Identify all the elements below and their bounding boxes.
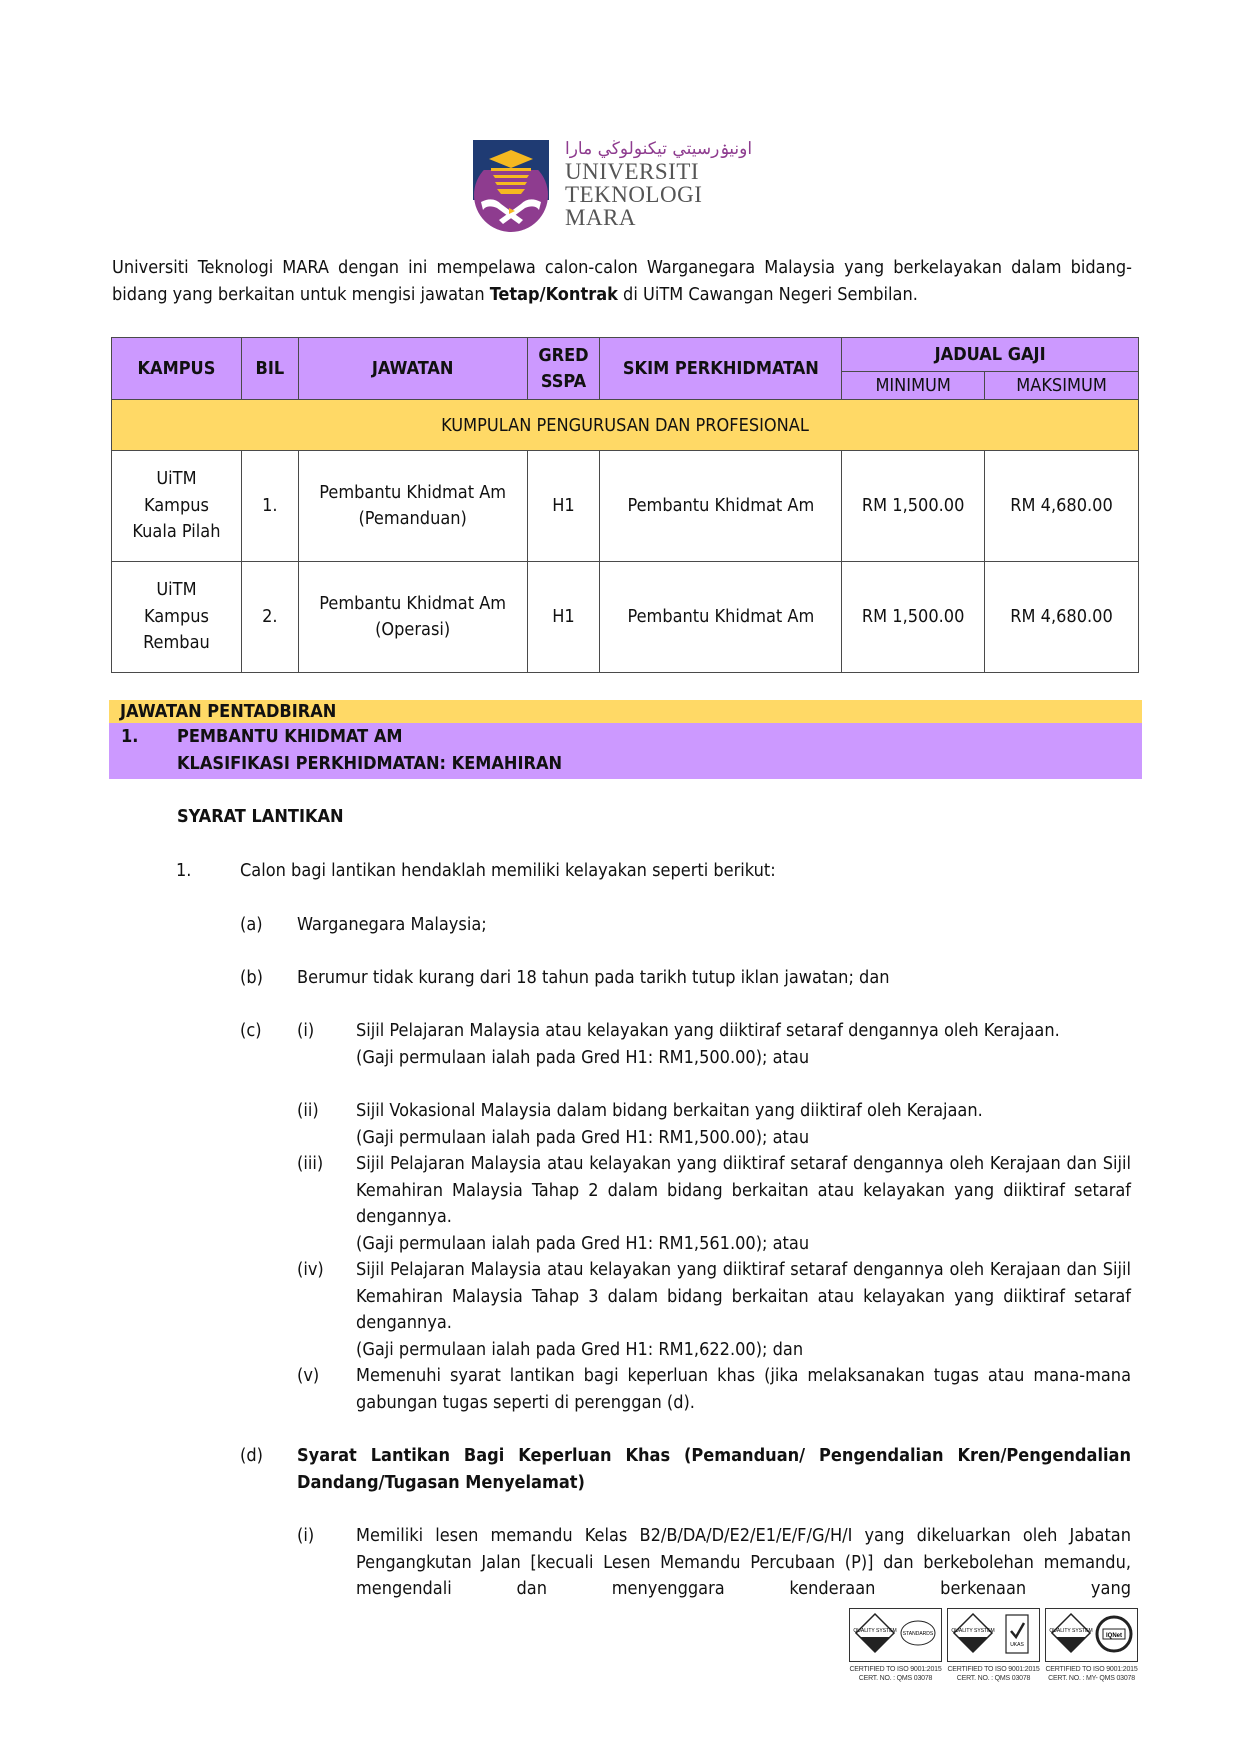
cell-skim: Pembantu Khidmat Am <box>600 451 842 562</box>
ukas-icon <box>948 1609 1039 1661</box>
cert-line2: CERT. NO. : QMS 03078 <box>956 1675 1031 1682</box>
badge1-text: QUALITY SYSTEM <box>951 1628 995 1634</box>
req-d-i-label: (i) <box>297 1525 315 1546</box>
cell-gred: H1 <box>527 451 600 562</box>
iqnet-icon <box>1046 1609 1137 1661</box>
table-row <box>112 562 1139 673</box>
req-c-v-label: (v) <box>297 1365 320 1386</box>
cell-maksimum: RM 4,680.00 <box>985 451 1139 562</box>
jawatan-line: (Operasi) <box>375 619 451 640</box>
name-line-1: UNIVERSITI <box>565 159 700 184</box>
jawatan-line: Pembantu Khidmat Am <box>319 592 507 614</box>
cert-line2: CERT. NO. : QMS 03078 <box>858 1675 933 1682</box>
name-line-2: TEKNOLOGI <box>565 182 703 207</box>
item-salary: (Gaji permulaan ialah pada Gred H1: RM1,500.00); atau <box>356 1126 810 1148</box>
header-minimum: MINIMUM <box>842 372 985 400</box>
req-c-label: (c) <box>240 1020 262 1041</box>
req-intro: Calon bagi lantikan hendaklah memiliki kelayakan seperti berikut: <box>240 860 776 881</box>
table-row <box>112 451 1139 562</box>
intro-bold: Tetap/Kontrak <box>489 283 618 305</box>
item-salary: (Gaji permulaan ialah pada Gred H1: RM1,500.00); atau <box>356 1046 810 1068</box>
university-name <box>565 160 702 229</box>
name-line-3: MARA <box>565 205 637 230</box>
header-maksimum: MAKSIMUM <box>985 372 1139 400</box>
req-c-i-text <box>356 1018 1131 1071</box>
kampus-line: UiTM <box>156 468 197 490</box>
req-c-ii-text <box>356 1098 1131 1151</box>
cert-line1: CERTIFIED TO ISO 9001:2015 <box>849 1666 942 1673</box>
cert-caption <box>1045 1665 1138 1683</box>
jawi-name: اونيۏرسيتي تيكنولوڬي مارا <box>565 139 753 159</box>
cert-line1: CERTIFIED TO ISO 9001:2015 <box>947 1666 1040 1673</box>
cell-maksimum: RM 4,680.00 <box>985 562 1139 673</box>
jawatan-line: Pembantu Khidmat Am <box>319 481 507 503</box>
iso-certifications <box>849 1608 1141 1698</box>
header-jadual-gaji: JADUAL GAJI <box>842 338 1139 372</box>
item-text: Sijil Pelajaran Malaysia atau kelayakan yang diiktiraf setaraf dengannya oleh Kerajaan. <box>356 1020 1060 1041</box>
header-bil: BIL <box>241 338 298 400</box>
cert-caption <box>849 1665 942 1683</box>
uitm-logo <box>473 138 753 234</box>
kampus-line: Kuala Pilah <box>132 521 221 543</box>
cell-skim: Pembantu Khidmat Am <box>600 562 842 673</box>
kampus-line: Kampus <box>143 494 209 516</box>
header-gred-line2: SSPA <box>540 370 587 392</box>
position-salary-table <box>111 337 1139 673</box>
quality-system-icon <box>850 1609 941 1661</box>
header-jawatan: JAWATAN <box>298 338 527 400</box>
req-a-text: Warganegara Malaysia; <box>297 914 487 935</box>
badge1-text: QUALITY SYSTEM <box>853 1628 897 1634</box>
intro-paragraph <box>112 255 1132 308</box>
group-label: KUMPULAN PENGURUSAN DAN PROFESIONAL <box>112 400 1139 451</box>
cell-minimum: RM 1,500.00 <box>842 451 985 562</box>
item-salary: (Gaji permulaan ialah pada Gred H1: RM1,561.00); atau <box>356 1232 810 1254</box>
req-b-text: Berumur tidak kurang dari 18 tahun pada tarikh tutup iklan jawatan; dan <box>297 967 890 988</box>
cert-caption <box>947 1665 1040 1683</box>
req-b-label: (b) <box>240 967 263 988</box>
kampus-line: Rembau <box>143 632 210 654</box>
req-number: 1. <box>176 860 192 881</box>
certification-badge <box>1045 1608 1138 1683</box>
req-c-ii-label: (ii) <box>297 1100 319 1121</box>
req-c-iii-text <box>356 1151 1131 1257</box>
req-d-label: (d) <box>240 1445 263 1466</box>
badge2-text: STANDARDS <box>902 1631 934 1637</box>
kampus-line: Kampus <box>143 605 209 627</box>
req-c-i-label: (i) <box>297 1020 315 1041</box>
cell-jawatan <box>298 451 527 562</box>
cell-bil: 2. <box>241 562 298 673</box>
kampus-line: UiTM <box>156 579 197 601</box>
service-classification: KLASIFIKASI PERKHIDMATAN: KEMAHIRAN <box>177 753 563 774</box>
cell-bil: 1. <box>241 451 298 562</box>
category-label: JAWATAN PENTADBIRAN <box>120 701 337 722</box>
cell-minimum: RM 1,500.00 <box>842 562 985 673</box>
req-c-iv-text <box>356 1257 1131 1363</box>
cert-line1: CERTIFIED TO ISO 9001:2015 <box>1045 1666 1138 1673</box>
certification-badge <box>849 1608 942 1683</box>
jawatan-line: (Pemanduan) <box>358 508 467 529</box>
cell-jawatan <box>298 562 527 673</box>
position-title: PEMBANTU KHIDMAT AM <box>177 726 403 747</box>
req-c-iii-label: (iii) <box>297 1153 324 1174</box>
req-d-title: Syarat Lantikan Bagi Keperluan Khas (Pemanduan/ Pengendalian Kren/Pengendalian Dandang/Tugasan Menyelamat) <box>297 1445 1131 1493</box>
cell-kampus <box>112 562 242 673</box>
intro-text-end: di UiTM Cawangan Negeri Sembilan. <box>617 283 918 305</box>
req-c-v-text: Memenuhi syarat lantikan bagi keperluan khas (jika melaksanakan tugas atau mana-mana gabungan tugas seperti di perenggan (d). <box>356 1365 1131 1413</box>
header-skim: SKIM PERKHIDMATAN <box>600 338 842 400</box>
header-kampus: KAMPUS <box>112 338 242 400</box>
cell-gred: H1 <box>527 562 600 673</box>
req-a-label: (a) <box>240 914 263 935</box>
header-gred-line1: GRED <box>538 344 589 366</box>
position-number: 1. <box>121 726 139 747</box>
item-text: Sijil Pelajaran Malaysia atau kelayakan yang diiktiraf setaraf dengannya oleh Kerajaan dan Sijil Kemahiran Malaysia Tahap 3 dalam bidang berkaitan atau kelayakan yang diiktiraf setaraf dengannya. <box>356 1259 1131 1333</box>
item-text: Sijil Vokasional Malaysia dalam bidang berkaitan yang diiktiraf oleh Kerajaan. <box>356 1100 983 1121</box>
syarat-heading: SYARAT LANTIKAN <box>177 806 344 827</box>
header-gred <box>527 338 600 400</box>
req-d-i-text: Memiliki lesen memandu Kelas B2/B/DA/D/E2/E1/E/F/G/H/I yang dikeluarkan oleh Jabatan Pengangkutan Jalan [kecuali Lesen Memandu Percubaan (P)] dan berkebolehan memandu, mengendali dan menyenggara kenderaan berkenaan yang <box>356 1525 1131 1599</box>
item-salary: (Gaji permulaan ialah pada Gred H1: RM1,622.00); dan <box>356 1338 804 1360</box>
cell-kampus <box>112 451 242 562</box>
item-text: Sijil Pelajaran Malaysia atau kelayakan yang diiktiraf setaraf dengannya oleh Kerajaan dan Sijil Kemahiran Malaysia Tahap 2 dalam bidang berkaitan atau kelayakan yang diiktiraf setaraf dengannya. <box>356 1153 1131 1227</box>
req-c-iv-label: (iv) <box>297 1259 324 1280</box>
badge2-text: IQNet <box>1105 1633 1123 1639</box>
badge2-text: UKAS <box>1010 1642 1024 1648</box>
intro-text: Universiti Teknologi MARA dengan ini mempelawa calon-calon Warganegara Malaysia yang berkelayakan dalam bidang-bidang yang berkaitan untuk mengisi jawatan <box>112 257 1132 305</box>
cert-line2: CERT. NO. : MY- QMS 03078 <box>1048 1675 1135 1682</box>
certification-badge <box>947 1608 1040 1683</box>
uitm-crest-icon <box>473 140 549 234</box>
badge1-text: QUALITY SYSTEM <box>1049 1628 1093 1634</box>
